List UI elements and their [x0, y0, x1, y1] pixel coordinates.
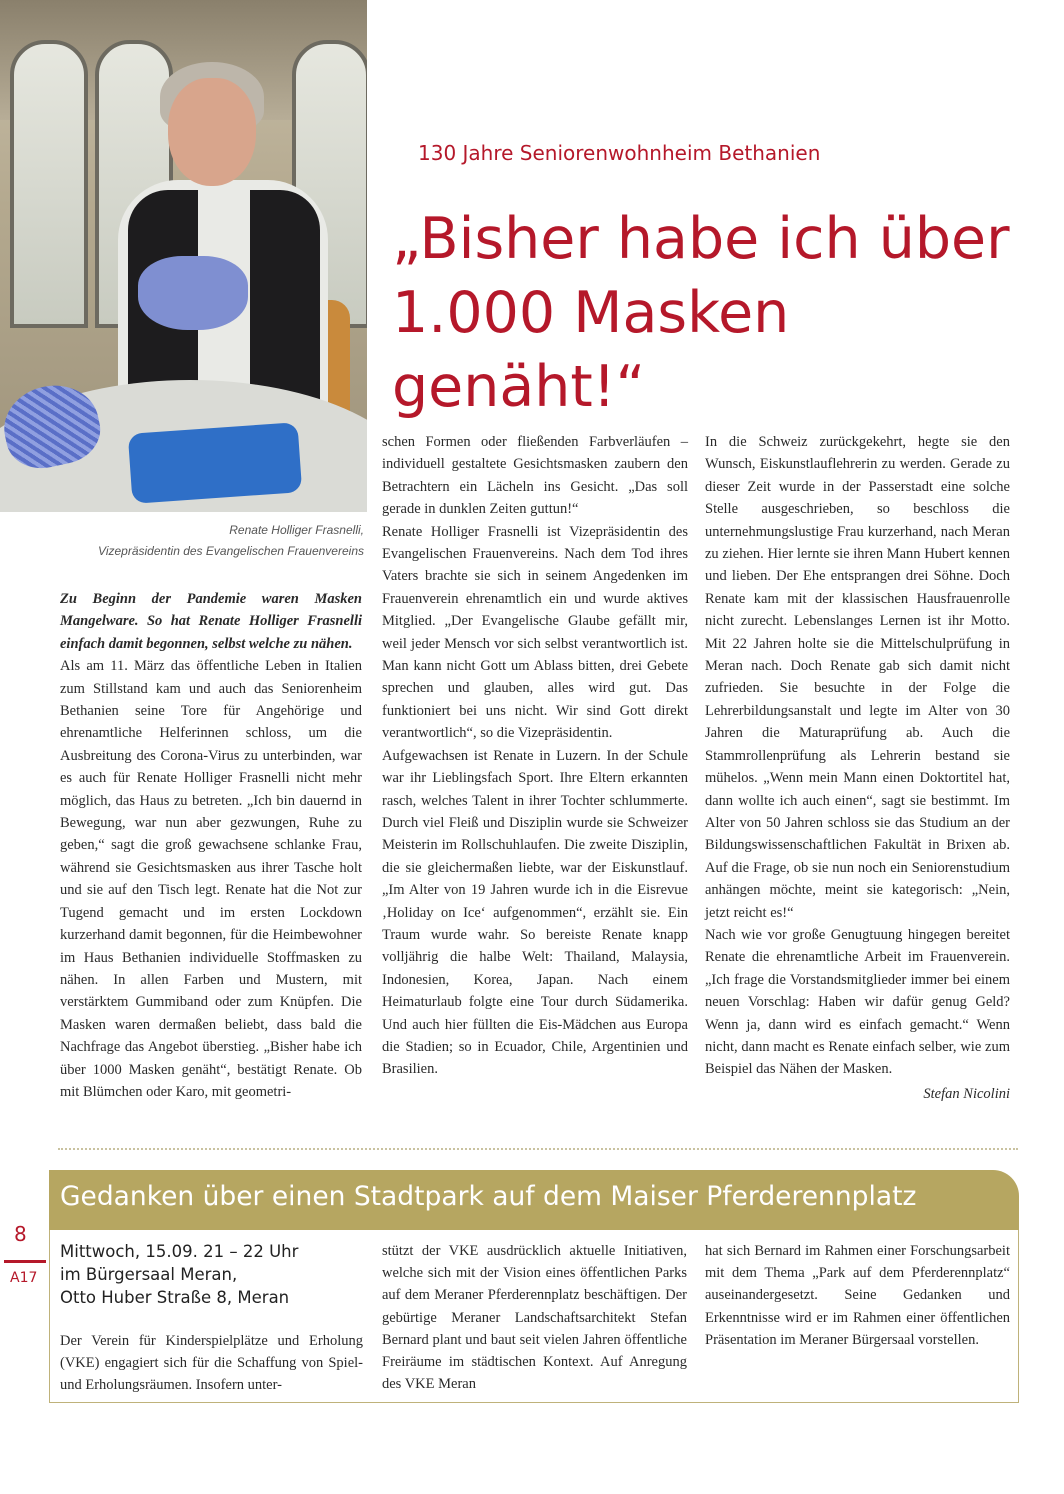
article2-title: Gedanken über einen Stadtpark auf dem Maiser Pferderennplatz: [60, 1181, 917, 1212]
paragraph: Als am 11. März das öffentliche Leben in Italien zum Stillstand kam und auch das Seniorenheim Bethanien seine Tore für Angehörige und ehrenamtliche Helferinnen schloss, um die Ausbreitung des Corona-Virus zu unterbinden, war es auch für Renate Holliger Frasnelli nicht mehr möglich, das Haus zu betreten. „Ich bin dauernd in Bewegung, war nun aber gezwungen, Ruhe zu geben,“ sagt die groß gewachsene schlanke Frau, während sie Gesichtsmasken aus ihrer Tasche holt und sie auf den Tisch legt. Renate hat die Not zur Tugend gemacht und im ersten Lockdown kurzerhand damit begonnen, für die Heimbewohner im Haus Bethanien individuelle Stoffmasken zu nähen. In allen Farben und Mustern, mit verstärktem Gummiband oder zum Knüpfen. Die Masken waren dermaßen beliebt, dass bald die Nachfrage das Angebot überstieg. „Bisher habe ich über 1000 Masken genäht“, bestätigt Renate. Ob mit Blümchen oder Karo, mit geometri-: [60, 658, 362, 1100]
event-venue: im Bürgersaal Meran,: [60, 1265, 238, 1284]
paragraph: stützt der VKE ausdrücklich aktuelle Initiativen, welche sich mit der Vision eines öffentlichen Parks auf dem Meraner Pferderennplatz beschäftigen. Der gebürtige Meraner Landschaftsarchitekt Stefan Bernard plant und baut seit vielen Jahren öffentliche Freiräume im städtischen Kontext. Auf Anregung des VKE Meran: [382, 1243, 687, 1393]
dotted-divider: [58, 1148, 1018, 1150]
photo-face: [168, 78, 256, 186]
article-kicker: 130 Jahre Seniorenwohnheim Bethanien: [418, 141, 821, 165]
paragraph: hat sich Bernard im Rahmen einer Forschungsarbeit mit dem Thema „Park auf dem Pferderennplatz“ auseinandergesetzt. Seine Gedanken und Erkenntnisse wird er im Rahmen einer öffentlichen Präsentation im Meraner Bürgersaal vorstellen.: [705, 1243, 1010, 1348]
article-column-1: [60, 588, 362, 1103]
photo-blue-mask: [128, 422, 302, 504]
event-date: Mittwoch, 15.09. 21 – 22 Uhr: [60, 1242, 299, 1261]
paragraph: Aufgewachsen ist Renate in Luzern. In der Schule war ihr Lieblingsfach Sport. Ihre Eltern erkannten rasch, welches Talent in ihrer Tochter schlummerte. Durch viel Fleiß und Disziplin wurde sie Schweizer Meisterin im Rollschuhlaufen. Die zweite Disziplin, die sie gleichermaßen liebte, war der Eiskunstlauf. „Im Alter von 19 Jahren wurde ich in die Eisrevue ‚Holiday on Ice‘ aufgenommen“, erzählt sie. Ein Traum wurde wahr. So bereiste Renate knapp volljährig die halbe Welt: Thailand, Malaysia, Indonesien, Korea, Japan. Nach einem Heimaturlaub folgte eine Tour durch Südamerika. Und auch hier füllten die Eis-Mädchen aus Europa die Stadien; so in Ecuador, Chile, Argentinien und Brasilien.: [382, 747, 688, 1078]
article2-banner: [49, 1170, 1019, 1230]
article-column-3: [705, 431, 1010, 1105]
event-address: Otto Huber Straße 8, Meran: [60, 1288, 290, 1307]
paragraph: Renate Holliger Frasnelli ist Vizepräsidentin des Evangelischen Frauenvereins. Nach dem Tod ihres Vaters brachte sie sich in seinem Angedenken im Frauenverein ehrenamtlich ein und wurde aktives Mitglied. „Der Evangelische Glaube gefällt mir, weil jeder Mensch vor sich selbst verantwortlich ist. Man kann nicht Gott um Ablass bitten, drei Gebete sprechen und glauben, alles wird gut. Das funktioniert bei uns nicht. Wir sind Gott direkt verantwortlich“, so die Vizepräsidentin.: [382, 523, 688, 742]
photo-caption: [0, 520, 364, 562]
photo-window-arch: [10, 40, 88, 328]
headline-line: 1.000 Masken genäht!“: [392, 280, 790, 420]
page-number-rule: [4, 1260, 46, 1263]
paragraph: Nach wie vor große Genugtuung hingegen bereitet Renate die ehrenamtliche Arbeit im Frauenverein. „Ich frage die Vorstandsmitglieder immer bei einem neuen Vorschlag: Haben wir dafür genug Geld? Wenn ja, dann wird es einfach gemacht.“ Wenn nicht, dann macht es Renate einfach selber, wie zum Beispiel das Nähen der Masken.: [705, 926, 1010, 1078]
event-info: [60, 1240, 298, 1309]
portrait-photo: [0, 0, 367, 512]
paragraph: In die Schweiz zurückgekehrt, hegte sie den Wunsch, Eiskunstlauflehrerin zu werden. Gerade zu dieser Zeit wurde in der Passerstadt eine solche Stelle ausgeschrieben, so beschloss die unternehmungslustige Frau kurzerhand, nach Meran zu ziehen. Hier lernte sie ihren Mann Hubert kennen und lieben. Der Ehe entsprangen drei Söhne. Doch Renate kam mit der klassischen Hausfrauenrolle nicht zurecht. Lebenslanges Lernen ist ihr Motto. Mit 22 Jahren holte sie die Mittelschulprüfung in Meran nach. Doch Renate gab sich damit nicht zufrieden. Sie besuchte in der Folge die Lehrerbildungsanstalt und legte im Alter von 30 Jahren die Maturaprüfung ab. Auch die Stammrollenprüfung als Lehrerin bestand sie mühelos. „Wenn mein Mann einen Doktortitel hat, dann wollte ich auch einen“, sagt sie bestimmt. Im Alter von 50 Jahren schloss sie das Studium an der Bildungswissenschaftlichen Fakultät in Brixen ab. Auf die Frage, ob sie nun noch ein Seniorenstudium anhängen möchte, meint sie kategorisch: „Nein, jetzt reicht es!“: [705, 434, 1010, 921]
paragraph: schen Formen oder fließenden Farbverläufen – individuell gestaltete Gesichtsmasken zaubern den Betrachtern ein Lächeln ins Gesicht. „Das soll gerade in dunklen Zeiten guttun!“: [382, 434, 688, 518]
paragraph: Der Verein für Kinderspielplätze und Erholung (VKE) engagiert sich für die Schaffung von Spiel- und Erholungsräumen. Insofern unter-: [60, 1333, 363, 1394]
article-column-2: [382, 431, 688, 1081]
photo-held-mask: [138, 256, 248, 330]
author-byline: Stefan Nicolini: [923, 1085, 1010, 1102]
article2-column-3: [705, 1240, 1010, 1351]
article2-column-1: [60, 1330, 363, 1397]
article-lead: Zu Beginn der Pandemie waren Masken Mangelware. So hat Renate Holliger Frasnelli einfach damit begonnen, selbst welche zu nähen.: [60, 591, 362, 652]
headline-line: „Bisher habe ich über: [392, 206, 1010, 272]
article-headline: [392, 202, 1042, 424]
caption-line: Renate Holliger Frasnelli,: [229, 523, 364, 537]
caption-line: Vizepräsidentin des Evangelischen Frauenvereins: [98, 544, 364, 558]
issue-code: A17: [10, 1270, 38, 1286]
article2-column-2: [382, 1240, 687, 1395]
page-number: 8: [14, 1222, 27, 1246]
